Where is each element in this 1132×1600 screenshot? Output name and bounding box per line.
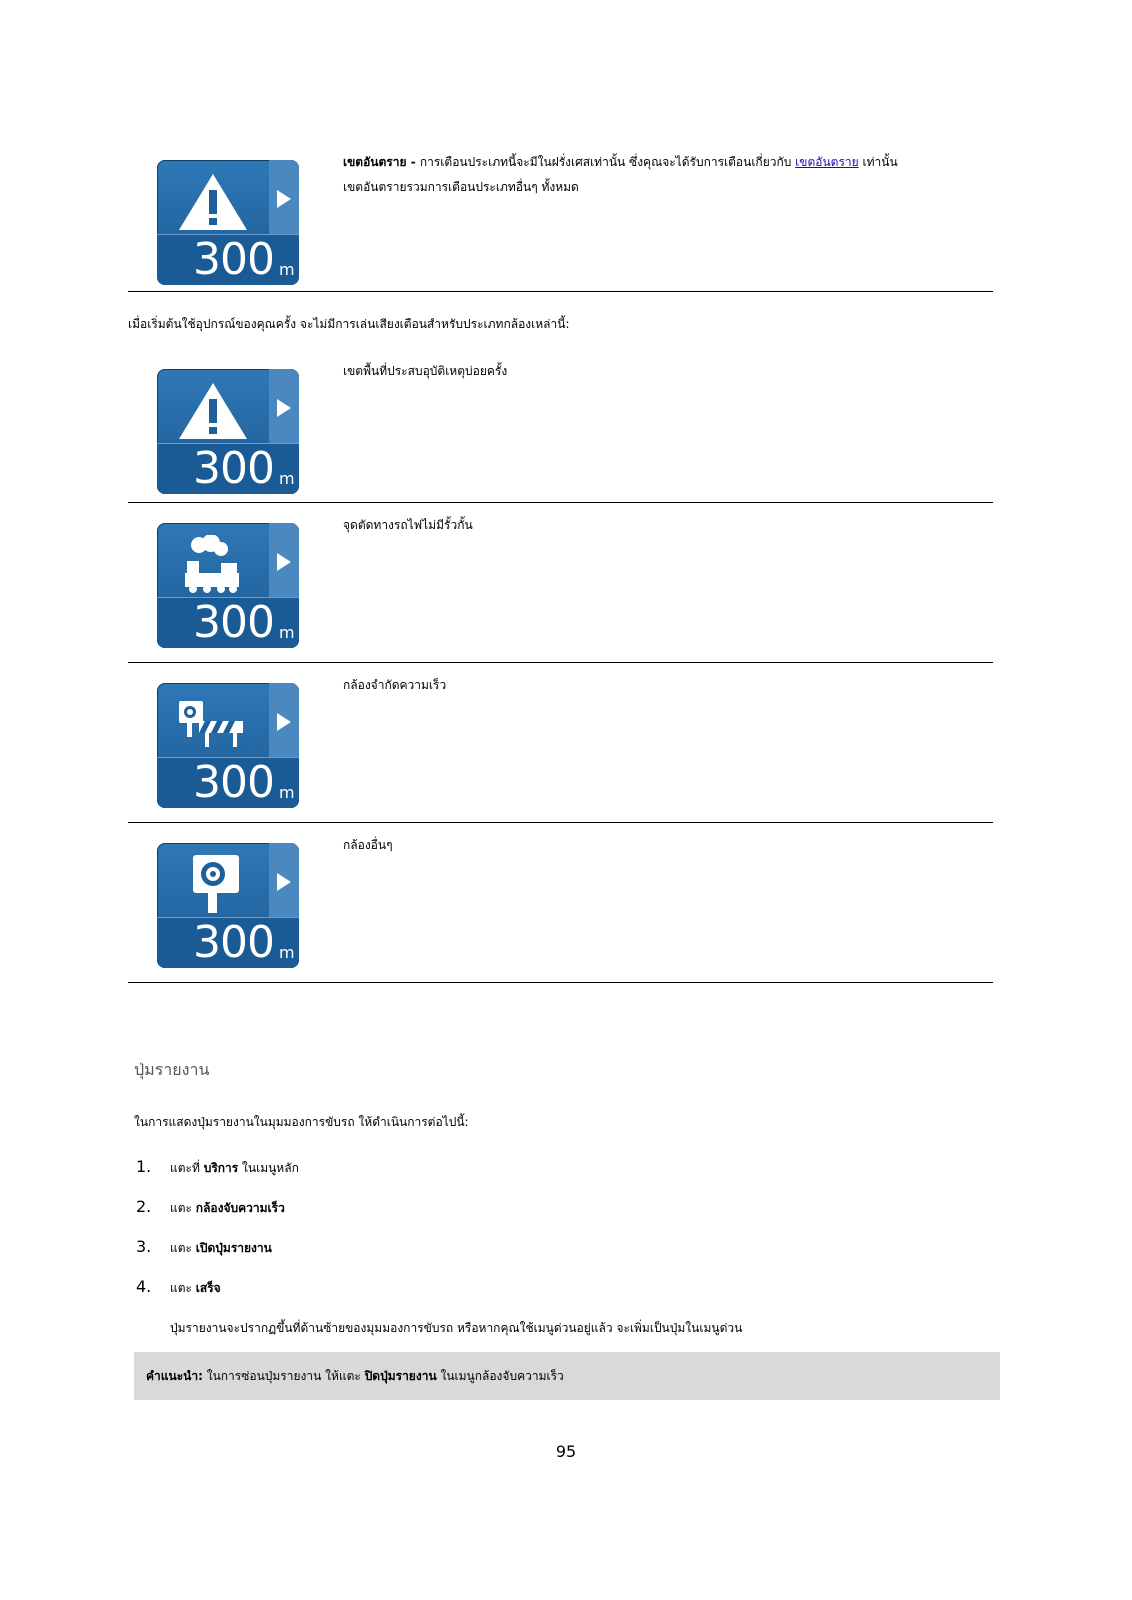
distance-value: 300	[193, 443, 274, 494]
camera-type-label: เขตพื้นที่ประสบอุบัติเหตุบ่อยครั้ง	[343, 364, 508, 378]
tip-text: ในการซ่อนปุ่มรายงาน ให้แตะ	[202, 1369, 365, 1383]
step-item	[136, 1196, 285, 1219]
camera-type-row	[128, 823, 993, 983]
distance-unit: m	[279, 260, 295, 279]
tip-text-end: ในเมนูกล้องจับความเร็ว	[436, 1369, 564, 1383]
step-number: 1.	[136, 1157, 152, 1176]
distance-unit: m	[279, 469, 295, 488]
section-heading: ปุ่มรายงาน	[134, 1060, 210, 1079]
camera-icon	[157, 843, 299, 968]
step-bold: เสร็จ	[195, 1281, 221, 1295]
camera-type-label: จุดตัดทางรถไฟไม่มีรั้วกั้น	[343, 518, 473, 532]
tip-label: คำแนะนำ:	[146, 1369, 203, 1383]
distance-unit: m	[279, 623, 295, 642]
distance-value: 300	[193, 597, 274, 648]
camera-type-row	[128, 503, 993, 663]
distance-unit: m	[279, 783, 295, 802]
warning-sign-icon	[157, 160, 299, 285]
title-separator: -	[406, 155, 420, 169]
step-text-end: ในเมนูหลัก	[238, 1161, 299, 1175]
page-number: 95	[555, 1442, 577, 1461]
step-number: 3.	[136, 1237, 152, 1256]
step-text: แตะที่	[170, 1161, 204, 1175]
step-bold: กล้องจับความเร็ว	[195, 1201, 285, 1215]
step-item	[136, 1236, 272, 1259]
step-item	[136, 1276, 221, 1299]
camera-types-intro: เมื่อเริ่มต้นใช้อุปกรณ์ของคุณครั้ง จะไม่มีการเล่นเสียงเตือนสำหรับประเภทกล้องเหล่านี้:	[128, 317, 570, 331]
step-number: 4.	[136, 1277, 152, 1296]
step-text: แตะ	[170, 1201, 196, 1215]
step-bold: เปิดปุ่มรายงาน	[195, 1241, 272, 1255]
distance-value: 300	[193, 234, 274, 285]
section-intro: ในการแสดงปุ่มรายงานในมุมมองการขับรถ ให้ดำเนินการต่อไปนี้:	[134, 1115, 469, 1129]
distance-unit: m	[279, 943, 295, 962]
danger-zone-line2: เขตอันตรายรวมการเตือนประเภทอื่นๆ ทั้งหมด	[343, 180, 579, 194]
tip-bold: ปิดปุ่มรายงาน	[364, 1369, 437, 1383]
danger-zone-description	[343, 150, 983, 200]
danger-zone-text-end: เท่านั้น	[858, 155, 898, 169]
danger-zone-title: เขตอันตราย	[343, 155, 407, 169]
train-icon	[157, 523, 299, 648]
warning-sign-icon	[157, 369, 299, 494]
danger-zone-link[interactable]: เขตอันตราย	[795, 155, 859, 169]
camera-type-label: กล้องอื่นๆ	[343, 838, 393, 852]
step-bold: บริการ	[203, 1161, 239, 1175]
camera-type-label: กล้องจำกัดความเร็ว	[343, 678, 447, 692]
step-number: 2.	[136, 1197, 152, 1216]
step-text: แตะ	[170, 1241, 196, 1255]
tip-box	[134, 1352, 1000, 1400]
speed-camera-barrier-icon	[157, 683, 299, 808]
danger-zone-text: การเตือนประเภทนี้จะมีในฝรั่งเศสเท่านั้น ซึ่งคุณจะได้รับการเตือนเกี่ยวกับ	[419, 155, 796, 169]
distance-value: 300	[193, 757, 274, 808]
camera-type-row	[128, 663, 993, 823]
step-item	[136, 1156, 299, 1179]
camera-type-row	[128, 349, 993, 503]
step-result: ปุ่มรายงานจะปรากฏขึ้นที่ด้านซ้ายของมุมมองการขับรถ หรือหากคุณใช้เมนูด่วนอยู่แล้ว จะเพิ่มเป็นปุ่มในเมนูด่วน	[170, 1321, 743, 1335]
step-text: แตะ	[170, 1281, 196, 1295]
danger-zone-row	[128, 140, 993, 292]
distance-value: 300	[193, 917, 274, 968]
